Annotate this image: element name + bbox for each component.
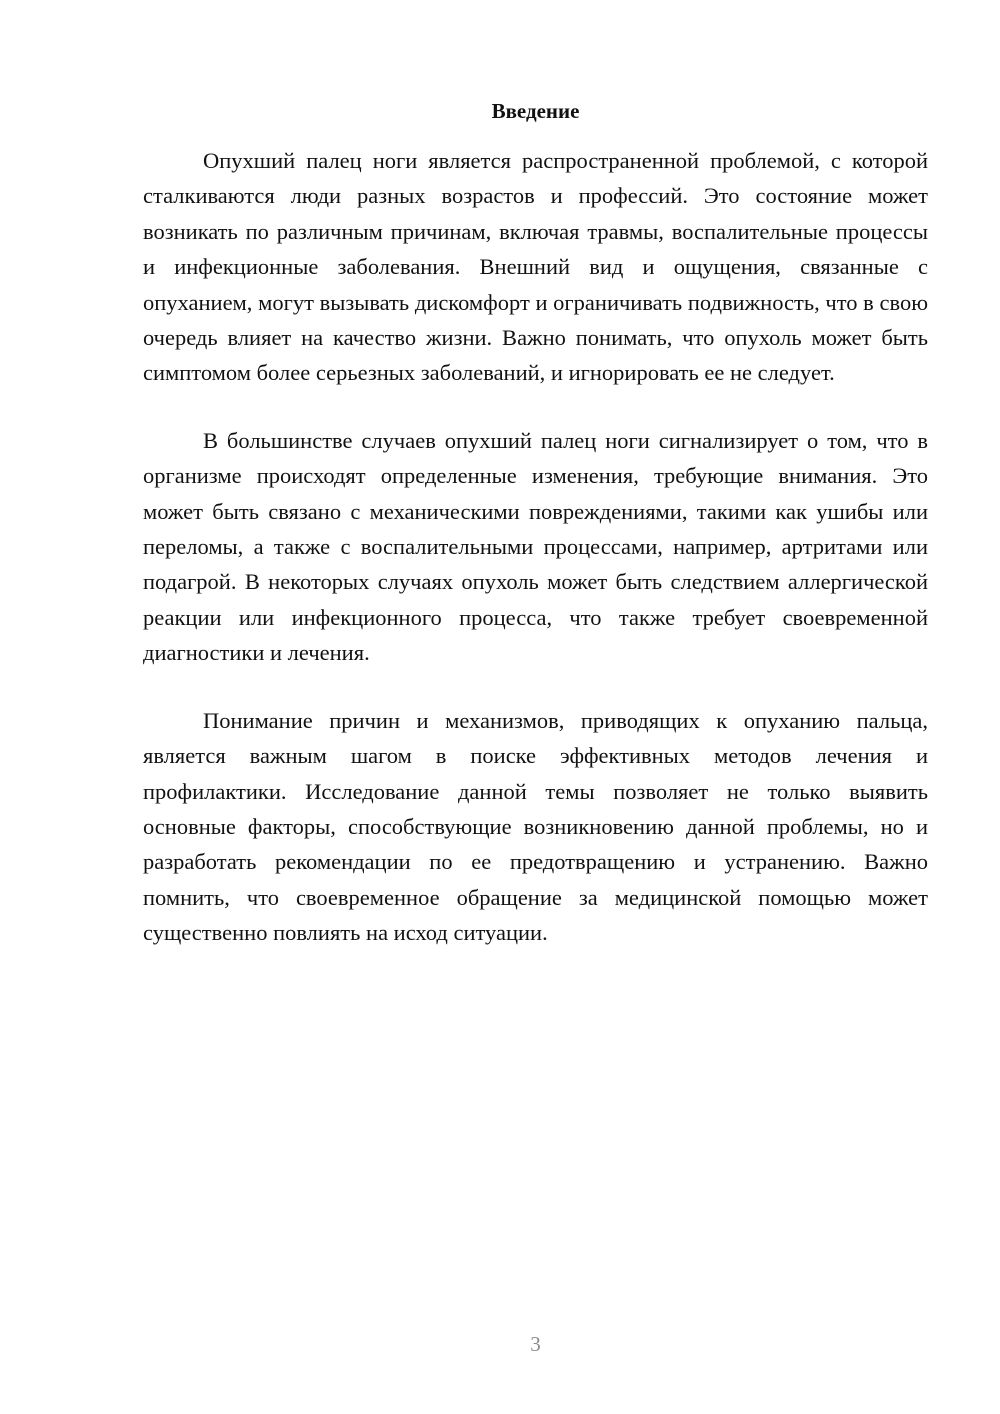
paragraph-3: Понимание причин и механизмов, приводящих к опуханию пальца, является важным шагом в поиске эффективных методов лечения и профилактики. Исследование данной темы позволяет не только выявить основные факторы, способствующие возникновению данной проблемы, но и разработать рекомендации по ее предотвращению и устранению. Важно помнить, что своевременное обращение за медицинской помощью может существенно повлиять на исход ситуации. — [143, 707, 928, 946]
body-text — [143, 143, 928, 983]
section-title: Введение — [491, 99, 580, 123]
paragraph-2: В большинстве случаев опухший палец ноги сигнализирует о том, что в организме происходят определенные изменения, требующие внимания. Это может быть связано с механическими повреждениями, такими как ушибы или переломы, а также с воспалительными процессами, например, артритами или подагрой. В некоторых случаях опухоль может быть следствием аллергической реакции или инфекционного процесса, что также требует своевременной диагностики и лечения. — [143, 427, 928, 666]
paragraph-1: Опухший палец ноги является распространенной проблемой, с которой сталкиваются люди разных возрастов и профессий. Это состояние может возникать по различным причинам, включая травмы, воспалительные процессы и инфекционные заболевания. Внешний вид и ощущения, связанные с опуханием, могут вызывать дискомфорт и ограничивать подвижность, что в свою очередь влияет на качество жизни. Важно понимать, что опухоль может быть симптомом более серьезных заболеваний, и игнорировать ее не следует. — [143, 148, 928, 386]
page-number: 3 — [530, 1332, 541, 1356]
